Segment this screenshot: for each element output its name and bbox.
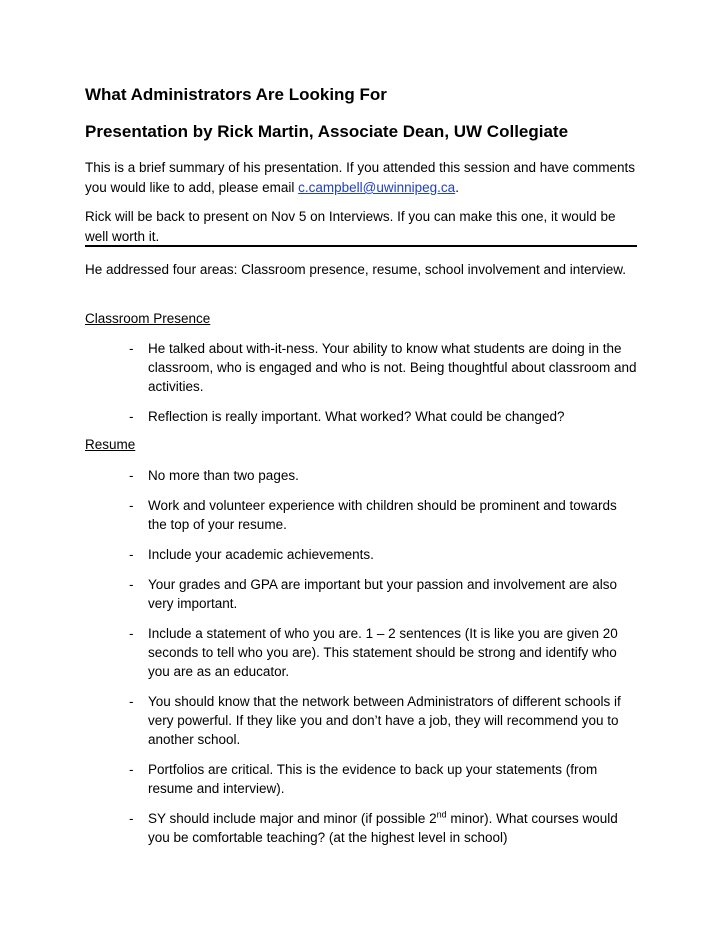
list-item-text: No more than two pages. <box>148 468 299 483</box>
list-item <box>85 339 637 396</box>
bullet-dash: - <box>129 577 134 592</box>
list-item <box>85 545 637 564</box>
bullet-dash: - <box>129 409 134 424</box>
email-link[interactable]: c.campbell@uwinnipeg.ca <box>298 180 456 195</box>
bullet-dash: - <box>129 547 134 562</box>
list-item-text: You should know that the network between Administrators of different schools if very powerful. If they like you and don’t have a job, they will recommend you to another school. <box>148 694 621 747</box>
bullet-dash: - <box>129 498 134 513</box>
intro-paragraph <box>85 158 637 198</box>
list-item-text: Work and volunteer experience with children should be prominent and towards the top of your resume. <box>148 498 617 532</box>
horizontal-divider <box>85 245 637 247</box>
list-item <box>85 624 637 681</box>
list-item <box>85 496 637 534</box>
list-item-text-b: minor). What courses would you be comfortable teaching? (at the highest level in school) <box>148 811 618 845</box>
list-item-text: Portfolios are critical. This is the evidence to back up your statements (from resume and interview). <box>148 762 598 796</box>
list-item <box>85 692 637 749</box>
list-item-text-a: SY should include major and minor (if possible 2 <box>148 811 437 826</box>
intro-text: This is a brief summary of his presentation. If you attended this session and have comments you would like to add, please email <box>85 160 636 195</box>
list-item-text: Include a statement of who you are. 1 – 2 sentences (It is like you are given 20 seconds to tell who you are). This statement should be strong and identify who you are as an educator. <box>148 626 618 679</box>
list-item-text: He talked about with-it-ness. Your ability to know what students are doing in the classroom, who is engaged and who is not. Being thoughtful about classroom and activities. <box>148 341 637 394</box>
return-note-paragraph: Rick will be back to present on Nov 5 on Interviews. If you can make this one, it would be well worth it. <box>85 209 616 244</box>
areas-paragraph: He addressed four areas: Classroom presence, resume, school involvement and interview. <box>85 262 627 277</box>
bullet-dash: - <box>129 341 134 356</box>
classroom-list <box>85 339 637 437</box>
list-item <box>85 809 637 847</box>
bullet-dash: - <box>129 626 134 641</box>
list-item <box>85 466 637 485</box>
section-heading-resume: Resume <box>85 437 136 452</box>
resume-list <box>85 466 637 858</box>
list-item <box>85 407 637 426</box>
list-item <box>85 760 637 798</box>
list-item <box>85 575 637 613</box>
document-subtitle: Presentation by Rick Martin, Associate Dean, UW Collegiate <box>85 122 569 141</box>
list-item-text: Reflection is really important. What worked? What could be changed? <box>148 409 565 424</box>
bullet-dash: - <box>129 762 134 777</box>
intro-end: . <box>455 180 459 195</box>
document-title: What Administrators Are Looking For <box>85 85 387 104</box>
list-item-text: Your grades and GPA are important but your passion and involvement are also very important. <box>148 577 618 611</box>
superscript-nd: nd <box>436 809 447 820</box>
bullet-dash: - <box>129 811 134 826</box>
list-item-text: Include your academic achievements. <box>148 547 374 562</box>
section-heading-classroom: Classroom Presence <box>85 311 211 326</box>
bullet-dash: - <box>129 694 134 709</box>
bullet-dash: - <box>129 468 134 483</box>
